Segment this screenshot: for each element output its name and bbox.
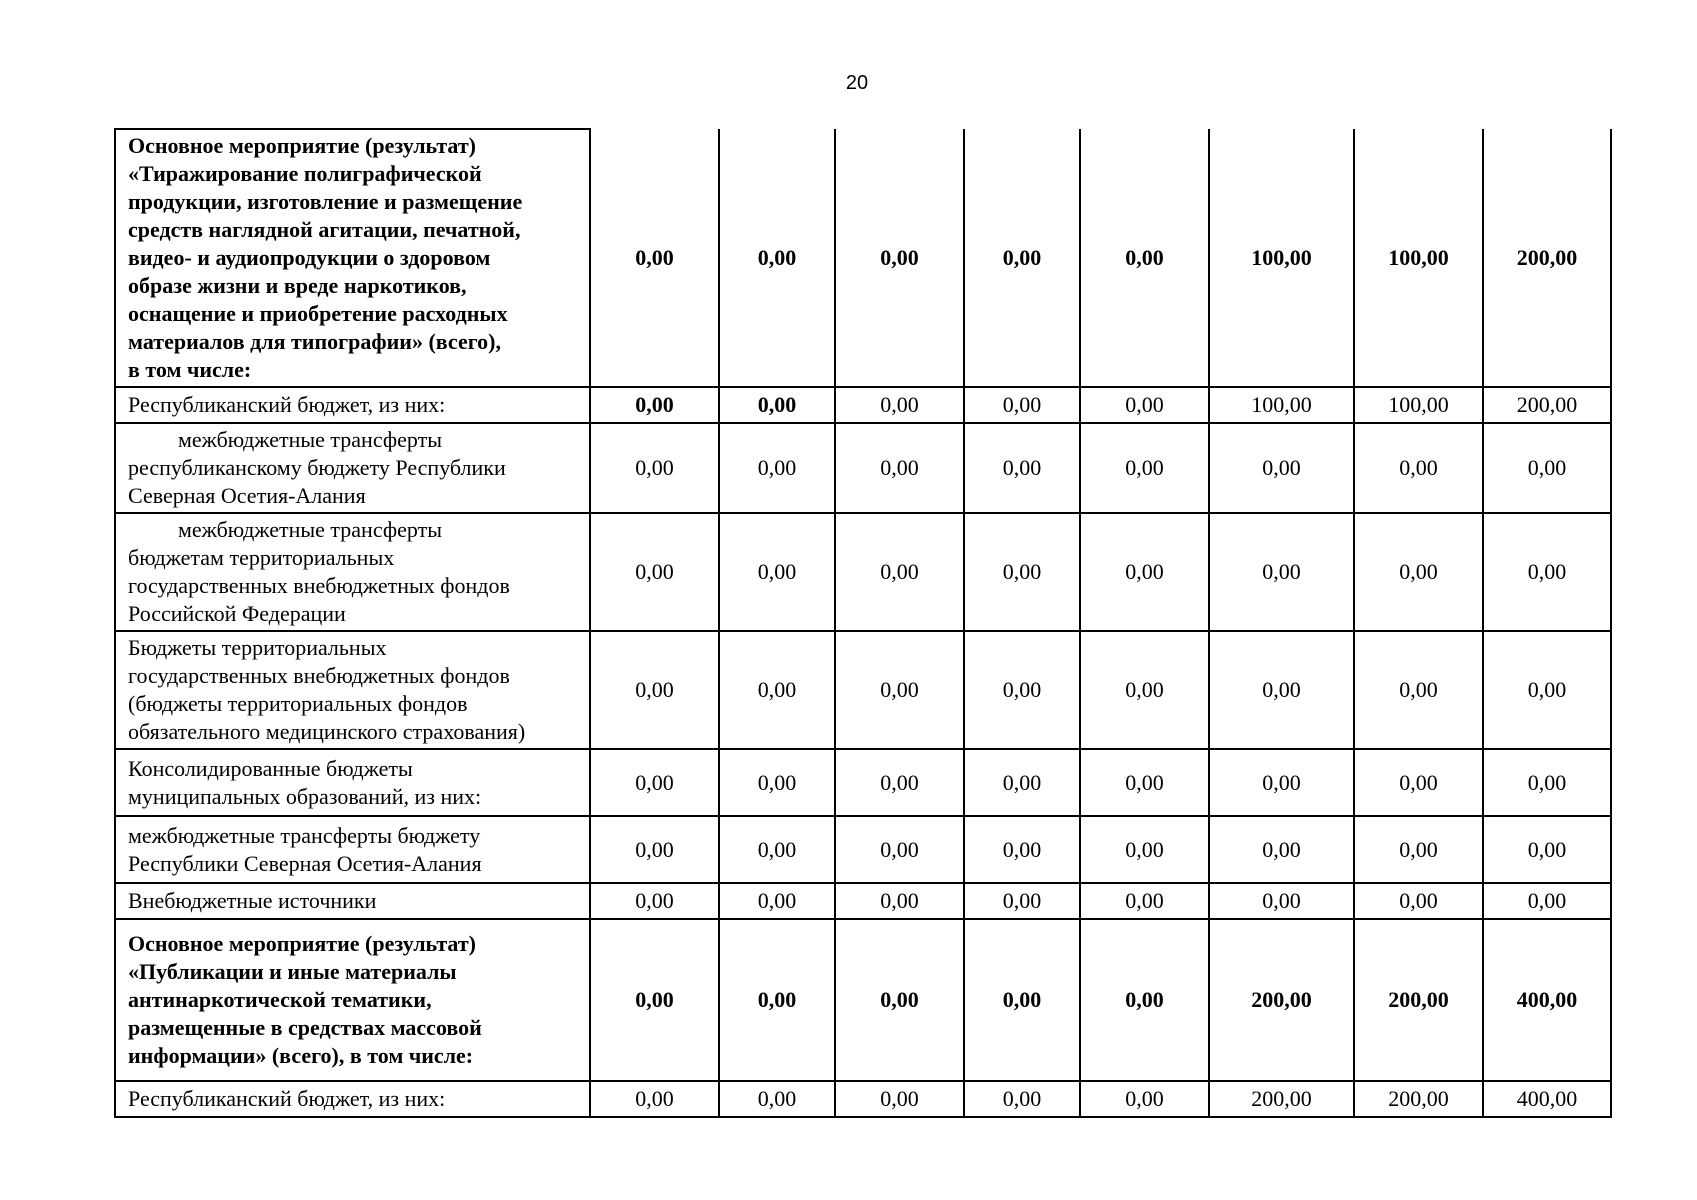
- table-cell: 0,00: [964, 883, 1080, 919]
- table-cell: 0,00: [1080, 631, 1209, 749]
- table-cell: 0,00: [1483, 631, 1611, 749]
- table-cell: 0,00: [1354, 423, 1483, 513]
- row-label: Основное мероприятие (результат) «Тиражирование полиграфической продукции, изготовление и размещение средств наглядной агитации, печатной, видео- и аудиопродукции о здоровом образе жизни и вреде наркотиков, оснащение и приобретение расходных материалов для типографии» (всего), в том числе:: [115, 129, 590, 387]
- table-cell: 0,00: [719, 1081, 835, 1117]
- table-cell: 0,00: [835, 631, 964, 749]
- table-cell: 0,00: [835, 749, 964, 816]
- row-label: Бюджеты территориальных государственных внебюджетных фондов (бюджеты территориальных фондов обязательного медицинского страхования): [115, 631, 590, 749]
- table-cell: 0,00: [835, 919, 964, 1081]
- row-label: Консолидированные бюджеты муниципальных образований, из них:: [115, 749, 590, 816]
- table-cell: 100,00: [1354, 129, 1483, 387]
- table-row: [115, 631, 1611, 749]
- table-cell: 0,00: [835, 1081, 964, 1117]
- table-cell: 0,00: [1080, 129, 1209, 387]
- row-label: Республиканский бюджет, из них:: [115, 387, 590, 423]
- table-cell: 0,00: [719, 631, 835, 749]
- table-row: [115, 1081, 1611, 1117]
- table-cell: 0,00: [590, 387, 719, 423]
- table-cell: 0,00: [1080, 919, 1209, 1081]
- table-cell: 0,00: [835, 883, 964, 919]
- table-row: [115, 816, 1611, 883]
- table-cell: 0,00: [719, 919, 835, 1081]
- table-cell: 0,00: [835, 816, 964, 883]
- table-cell: 0,00: [835, 423, 964, 513]
- table-cell: 0,00: [964, 919, 1080, 1081]
- table-cell: 0,00: [1483, 816, 1611, 883]
- table-cell: 0,00: [1354, 631, 1483, 749]
- table-cell: 0,00: [590, 816, 719, 883]
- table-cell: 0,00: [1483, 883, 1611, 919]
- table-cell: 0,00: [1080, 883, 1209, 919]
- table-cell: 0,00: [835, 513, 964, 631]
- table-cell: 0,00: [835, 387, 964, 423]
- table-cell: 400,00: [1483, 1081, 1611, 1117]
- table-cell: 200,00: [1483, 129, 1611, 387]
- table-cell: 0,00: [1080, 513, 1209, 631]
- row-label: Внебюджетные источники: [115, 883, 590, 919]
- table-cell: 200,00: [1483, 387, 1611, 423]
- table-row: [115, 749, 1611, 816]
- table-row: [115, 129, 1611, 387]
- table-cell: 100,00: [1209, 129, 1354, 387]
- table-cell: 0,00: [1354, 816, 1483, 883]
- table-cell: 0,00: [1209, 513, 1354, 631]
- table-cell: 0,00: [1354, 513, 1483, 631]
- table-cell: 0,00: [1080, 749, 1209, 816]
- page-number: 20: [845, 72, 869, 94]
- table-cell: 200,00: [1209, 1081, 1354, 1117]
- row-label: Республиканский бюджет, из них:: [115, 1081, 590, 1117]
- table-cell: 200,00: [1354, 1081, 1483, 1117]
- table-cell: 200,00: [1354, 919, 1483, 1081]
- table-cell: 0,00: [590, 883, 719, 919]
- table-cell: 0,00: [1483, 749, 1611, 816]
- table-cell: 0,00: [590, 423, 719, 513]
- table-cell: 0,00: [1209, 631, 1354, 749]
- table-cell: 0,00: [964, 423, 1080, 513]
- table-cell: 0,00: [1483, 513, 1611, 631]
- table-cell: 0,00: [1080, 816, 1209, 883]
- table-cell: 0,00: [1209, 423, 1354, 513]
- table-cell: 0,00: [964, 631, 1080, 749]
- table-cell: 0,00: [835, 129, 964, 387]
- table-row: [115, 513, 1611, 631]
- table-cell: 0,00: [590, 1081, 719, 1117]
- table-cell: 0,00: [1080, 423, 1209, 513]
- table-cell: 0,00: [719, 387, 835, 423]
- table-cell: 0,00: [964, 816, 1080, 883]
- table-cell: 0,00: [719, 423, 835, 513]
- table-cell: 0,00: [719, 883, 835, 919]
- table-cell: 0,00: [590, 749, 719, 816]
- row-label: Основное мероприятие (результат) «Публикации и иные материалы антинаркотической тематики, размещенные в средствах массовой информации» (всего), в том числе:: [115, 919, 590, 1081]
- table-cell: 0,00: [964, 1081, 1080, 1117]
- table-cell: 0,00: [590, 129, 719, 387]
- table-cell: 100,00: [1354, 387, 1483, 423]
- table-cell: 0,00: [590, 513, 719, 631]
- table-cell: 0,00: [1354, 749, 1483, 816]
- table-cell: 400,00: [1483, 919, 1611, 1081]
- table-cell: 0,00: [719, 129, 835, 387]
- table-row: [115, 387, 1611, 423]
- table-cell: 0,00: [719, 513, 835, 631]
- table-row: [115, 919, 1611, 1081]
- row-label: межбюджетные трансферты бюджетам территориальных государственных внебюджетных фондов Российской Федерации: [115, 513, 590, 631]
- table-cell: 0,00: [1080, 1081, 1209, 1117]
- row-label: межбюджетные трансферты бюджету Республики Северная Осетия-Алания: [115, 816, 590, 883]
- table-cell: 0,00: [964, 387, 1080, 423]
- table-cell: 0,00: [590, 919, 719, 1081]
- table-cell: 0,00: [964, 749, 1080, 816]
- table-cell: 100,00: [1209, 387, 1354, 423]
- table-cell: 0,00: [1483, 423, 1611, 513]
- table-cell: 200,00: [1209, 919, 1354, 1081]
- table-cell: 0,00: [964, 513, 1080, 631]
- table-row: [115, 883, 1611, 919]
- table-cell: 0,00: [719, 749, 835, 816]
- table-cell: 0,00: [1080, 387, 1209, 423]
- table-cell: 0,00: [1209, 816, 1354, 883]
- table-cell: 0,00: [1354, 883, 1483, 919]
- table-cell: 0,00: [590, 631, 719, 749]
- table-cell: 0,00: [964, 129, 1080, 387]
- table-cell: 0,00: [1209, 749, 1354, 816]
- table-row: [115, 423, 1611, 513]
- budget-table: [114, 128, 1612, 1118]
- table-cell: 0,00: [719, 816, 835, 883]
- table-cell: 0,00: [1209, 883, 1354, 919]
- row-label: межбюджетные трансферты республиканскому бюджету Республики Северная Осетия-Алания: [115, 423, 590, 513]
